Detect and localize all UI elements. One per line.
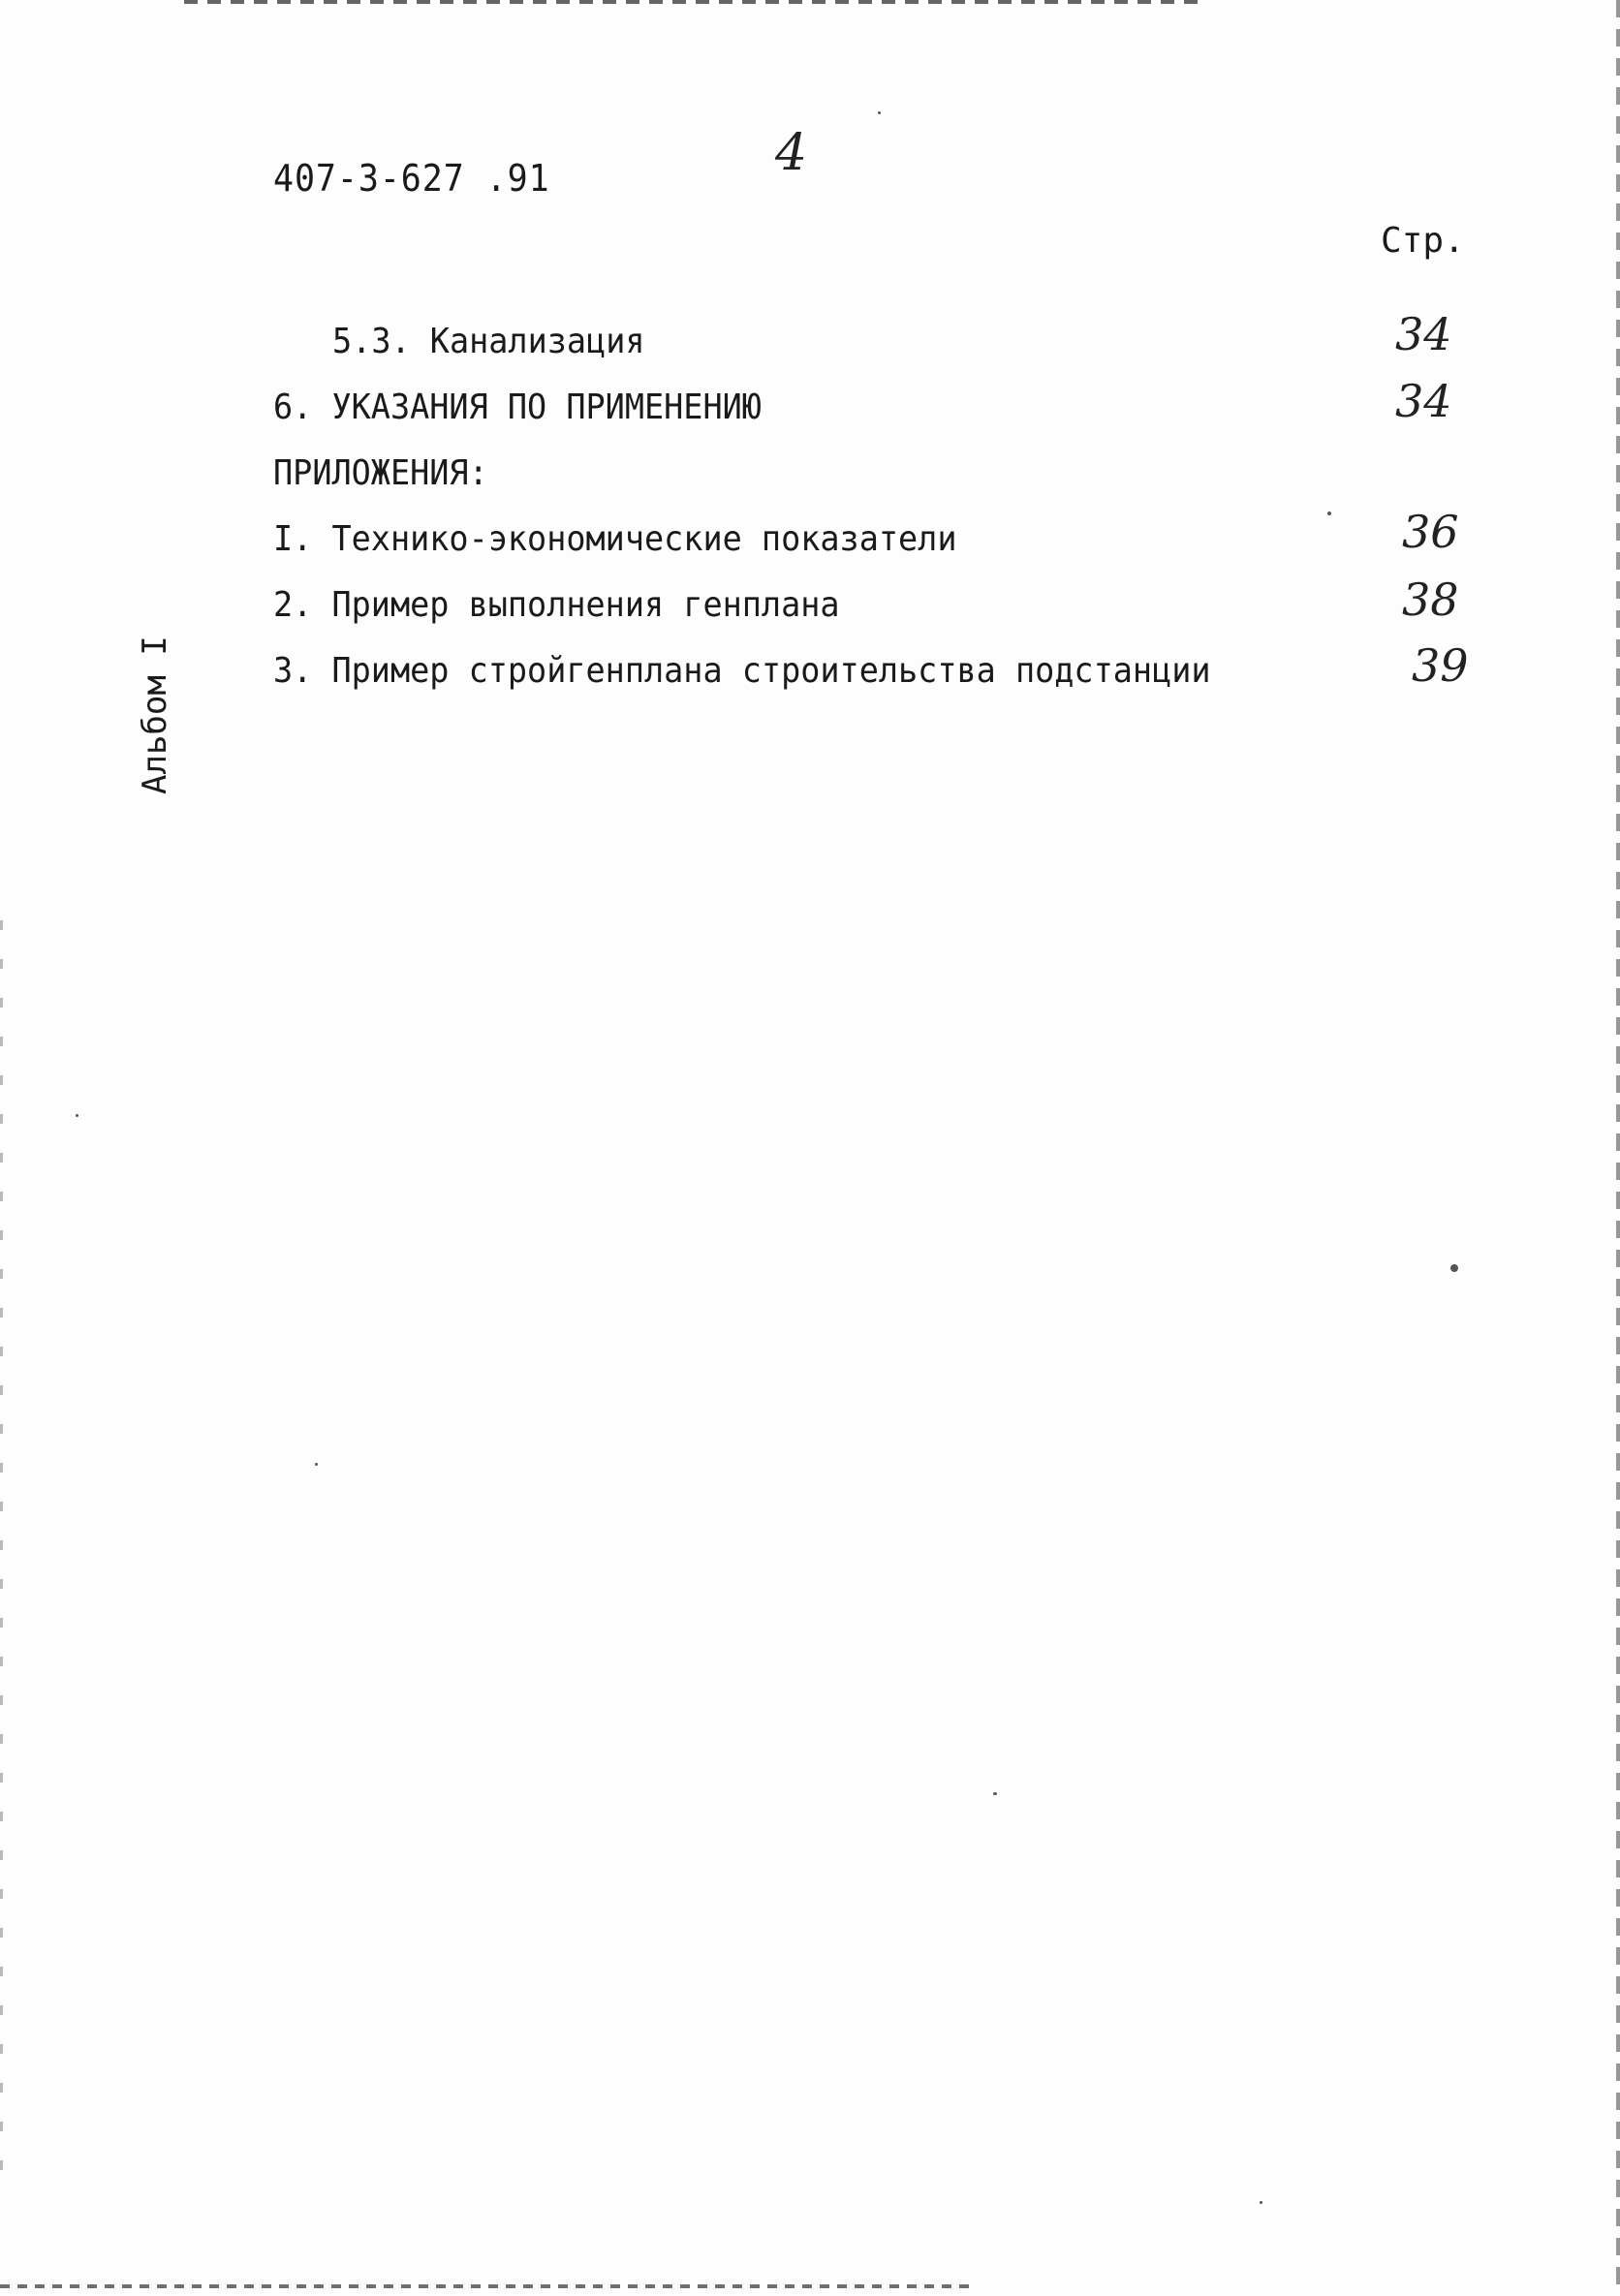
- toc-item-label: 5.3. Канализация: [332, 322, 645, 361]
- scan-speck: [993, 1792, 997, 1795]
- scan-edge-top: [184, 0, 1201, 4]
- toc-item-page: 34: [1395, 375, 1452, 427]
- pages-column-label: Стр.: [1381, 221, 1465, 261]
- toc-item-label: I. Технико-экономические показатели: [273, 519, 957, 559]
- toc-item-label: 3. Пример стройгенплана строительства подстанции: [273, 651, 1211, 691]
- page-number: 4: [775, 124, 808, 182]
- toc-item-label: 6. УКАЗАНИЯ ПО ПРИМЕНЕНИЮ: [273, 388, 762, 427]
- scan-speck: [76, 1114, 78, 1117]
- toc-section-heading: ПРИЛОЖЕНИЯ:: [273, 453, 488, 493]
- toc-item-page: 39: [1412, 639, 1469, 692]
- scan-speck: [1260, 2201, 1262, 2204]
- toc-item-page: 36: [1402, 506, 1459, 558]
- document-code: 407-3-627 .91: [273, 157, 550, 200]
- toc-item-page: 38: [1402, 574, 1459, 626]
- toc-item-label: 2. Пример выполнения генплана: [273, 585, 840, 625]
- album-side-label: Альбом I: [136, 636, 174, 794]
- toc-item-page: 34: [1395, 308, 1452, 360]
- scan-edge-bottom: [0, 2284, 969, 2288]
- scan-speck: [1450, 1264, 1458, 1272]
- scan-edge-right: [1616, 0, 1620, 2296]
- scan-edge-left: [0, 920, 3, 2180]
- scan-speck: [315, 1463, 318, 1466]
- scan-speck: [1327, 512, 1331, 515]
- scan-speck: [878, 111, 881, 114]
